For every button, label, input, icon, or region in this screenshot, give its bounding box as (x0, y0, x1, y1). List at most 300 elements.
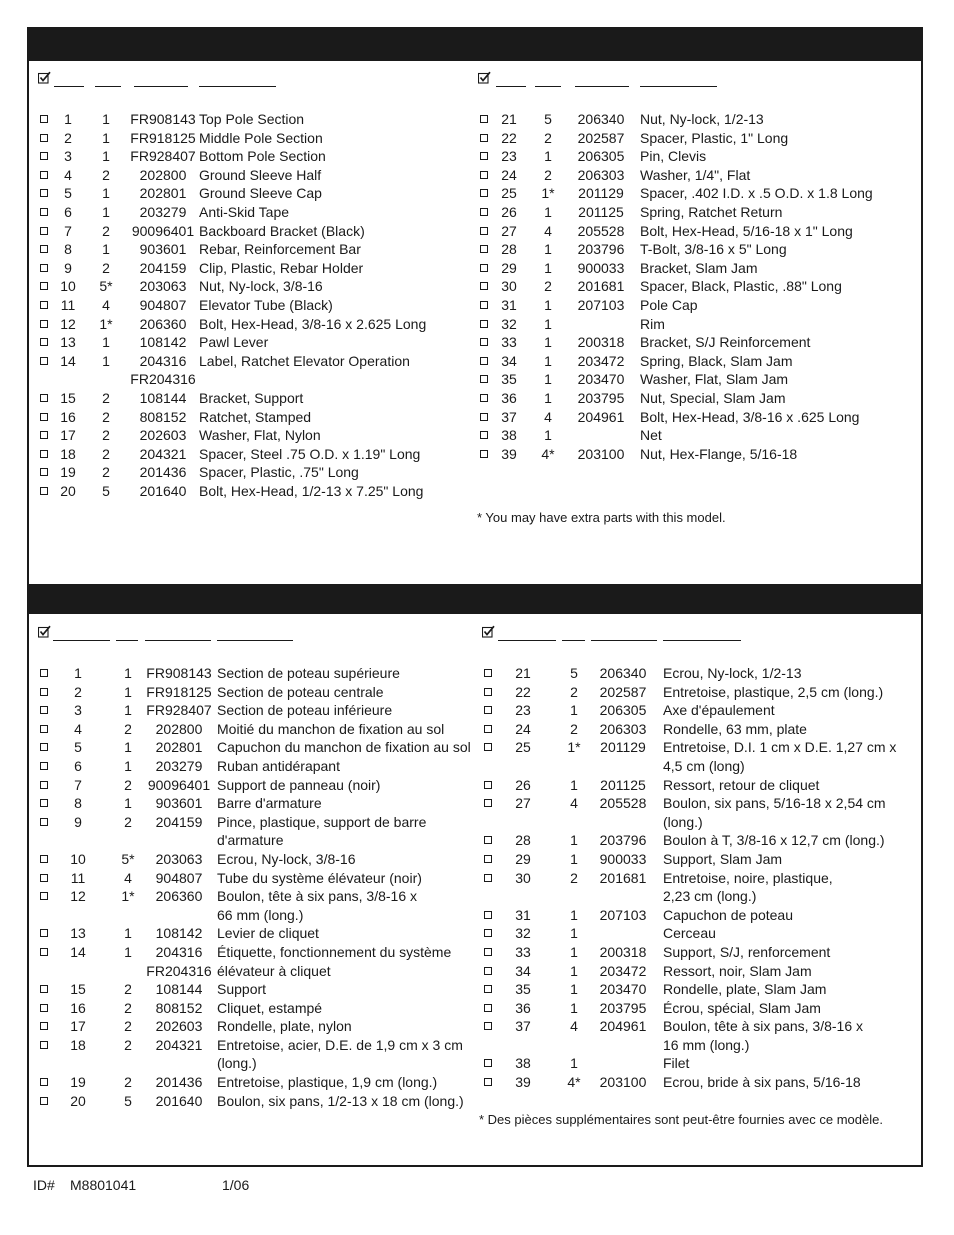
part-checkbox[interactable] (40, 282, 48, 290)
part-number: 28 (515, 832, 531, 849)
part-code: 202800 (139, 166, 187, 183)
part-description: Bolt, Hex-Head, 1/2-13 x 7.25" Long (199, 482, 424, 499)
part-code: 202603 (139, 427, 187, 444)
part-description: d'armature (217, 832, 284, 849)
part-row (482, 850, 918, 869)
part-checkbox[interactable] (40, 799, 48, 807)
part-description: Washer, Flat, Slam Jam (640, 371, 789, 388)
part-checkbox[interactable] (480, 320, 488, 328)
part-checkbox[interactable] (40, 762, 48, 770)
part-checkbox[interactable] (484, 874, 492, 882)
part-checkbox[interactable] (40, 115, 48, 123)
part-code: 201681 (577, 278, 625, 295)
part-quantity: 1 (124, 757, 132, 774)
part-quantity: 1 (124, 665, 132, 681)
part-code: 108144 (155, 981, 203, 998)
header-blank-line (640, 86, 717, 87)
part-quantity: 2 (124, 1018, 132, 1035)
part-quantity: 4 (544, 222, 552, 239)
part-checkbox[interactable] (480, 338, 488, 346)
part-row (38, 277, 468, 296)
part-number: 26 (515, 776, 531, 793)
part-code: 203063 (155, 850, 203, 867)
part-description: Nut, Ny-lock, 1/2-13 (640, 111, 764, 127)
part-code: 903601 (139, 241, 187, 258)
part-checkbox[interactable] (480, 152, 488, 160)
part-quantity: 1 (544, 296, 552, 313)
part-description: Spacer, Plastic, .75" Long (199, 464, 359, 481)
part-row (38, 701, 478, 720)
part-row (482, 831, 918, 850)
part-number: 21 (515, 665, 531, 681)
part-code: 206303 (577, 166, 625, 183)
part-checkbox[interactable] (484, 706, 492, 714)
part-number: 38 (501, 427, 517, 444)
part-checkbox[interactable] (40, 450, 48, 458)
part-checkbox[interactable] (480, 171, 488, 179)
part-description: Bolt, Hex-Head, 5/16-18 x 1" Long (640, 222, 853, 239)
part-description: Nut, Special, Slam Jam (640, 389, 786, 406)
part-code: 202587 (599, 683, 647, 700)
part-code: 201436 (155, 1074, 203, 1091)
part-checkbox[interactable] (40, 264, 48, 272)
part-checkbox[interactable] (40, 468, 48, 476)
part-number: 13 (60, 334, 76, 351)
english-parts-column-right (478, 74, 918, 463)
part-description: Boulon, tête à six pans, 3/8-16 x (663, 1018, 864, 1035)
part-quantity: 1 (124, 795, 132, 812)
part-description: Bolt, Hex-Head, 3/8-16 x 2.625 Long (199, 315, 427, 332)
part-checkbox[interactable] (40, 357, 48, 365)
part-checkbox[interactable] (480, 413, 488, 421)
part-checkbox[interactable] (480, 431, 488, 439)
part-number: 1 (74, 665, 82, 681)
part-row-continuation (482, 757, 918, 776)
part-row-continuation (482, 813, 918, 832)
part-row (478, 110, 918, 129)
part-description: Cliquet, estampé (217, 999, 323, 1016)
part-row (482, 701, 918, 720)
part-checkbox[interactable] (484, 1004, 492, 1012)
part-checkbox[interactable] (484, 911, 492, 919)
part-number: 14 (60, 352, 76, 369)
part-number: 24 (515, 720, 531, 737)
part-code: 206305 (577, 148, 625, 165)
part-number: 19 (60, 464, 76, 481)
part-checkbox[interactable] (484, 948, 492, 956)
part-checkbox[interactable] (484, 688, 492, 696)
part-description: Support (217, 981, 267, 998)
part-code: 201436 (139, 464, 187, 481)
part-quantity: 1 (102, 111, 110, 127)
part-description: (long.) (663, 813, 703, 830)
part-code: 200318 (599, 943, 647, 960)
header-blank-line (116, 640, 138, 641)
part-row (482, 962, 918, 981)
part-row (38, 850, 478, 869)
header-blank-line (199, 86, 276, 87)
part-checkbox[interactable] (484, 743, 492, 751)
checkmark-icon (482, 625, 495, 638)
part-code: FR918125 (130, 129, 196, 146)
part-number: 25 (501, 185, 517, 202)
part-number: 32 (515, 925, 531, 942)
part-checkbox[interactable] (40, 227, 48, 235)
part-row (38, 999, 478, 1018)
part-checkbox[interactable] (484, 967, 492, 975)
part-checkbox[interactable] (480, 134, 488, 142)
column-header (482, 628, 918, 642)
part-row (38, 445, 468, 464)
part-checkbox[interactable] (480, 264, 488, 272)
part-row (478, 203, 918, 222)
part-checkbox[interactable] (484, 1059, 492, 1067)
part-checkbox[interactable] (40, 1004, 48, 1012)
part-quantity: 5 (544, 111, 552, 127)
part-checkbox[interactable] (40, 781, 48, 789)
part-row (38, 408, 468, 427)
part-code: 204961 (577, 408, 625, 425)
part-checkbox[interactable] (40, 208, 48, 216)
part-checkbox[interactable] (40, 338, 48, 346)
part-row (38, 924, 478, 943)
part-description: Pince, plastique, support de barre (217, 813, 427, 830)
part-row (482, 776, 918, 795)
part-number: 2 (64, 129, 72, 146)
part-checkbox[interactable] (40, 320, 48, 328)
part-description: Support de panneau (noir) (217, 776, 381, 793)
part-quantity: 2 (124, 981, 132, 998)
column-header (478, 74, 918, 88)
part-checkbox[interactable] (40, 189, 48, 197)
part-checkbox[interactable] (40, 929, 48, 937)
part-quantity: 5 (102, 482, 110, 499)
checkmark-icon (38, 71, 51, 84)
part-checkbox[interactable] (40, 301, 48, 309)
part-row-continuation (482, 1036, 918, 1055)
part-row (478, 222, 918, 241)
part-description: Anti-Skid Tape (199, 203, 290, 220)
part-number: 30 (515, 869, 531, 886)
part-row-continuation (38, 831, 478, 850)
part-description: 16 mm (long.) (663, 1036, 750, 1053)
part-code: 203470 (599, 981, 647, 998)
header-blank-line (54, 86, 84, 87)
part-code: 203100 (577, 445, 625, 462)
column-header (38, 628, 478, 642)
part-checkbox[interactable] (40, 134, 48, 142)
part-description: Pawl Lever (199, 334, 269, 351)
part-checkbox[interactable] (480, 189, 488, 197)
part-code: FR908143 (130, 111, 196, 127)
part-checkbox[interactable] (40, 706, 48, 714)
part-row (38, 776, 478, 795)
part-checkbox[interactable] (40, 948, 48, 956)
part-code: 203795 (599, 999, 647, 1016)
part-checkbox[interactable] (40, 669, 48, 677)
part-quantity: 1 (102, 241, 110, 258)
part-description: Pole Cap (640, 296, 698, 313)
part-row (482, 1073, 918, 1092)
part-description: Net (640, 427, 662, 444)
part-row (38, 482, 468, 501)
part-number: 9 (74, 813, 82, 830)
part-code: 207103 (599, 906, 647, 923)
part-description: Axe d'épaulement (663, 702, 775, 719)
part-description: Rebar, Reinforcement Bar (199, 241, 361, 258)
part-description: 4,5 cm (long) (663, 757, 745, 774)
part-checkbox[interactable] (484, 836, 492, 844)
part-quantity: 5* (121, 850, 135, 867)
part-checkbox[interactable] (40, 171, 48, 179)
part-code: 904807 (139, 296, 187, 313)
part-code: 203795 (577, 389, 625, 406)
part-quantity: 2 (102, 222, 110, 239)
part-quantity: 2 (544, 278, 552, 295)
part-checkbox[interactable] (40, 892, 48, 900)
part-description: Étiquette, fonctionnement du système (217, 943, 452, 960)
part-checkbox[interactable] (484, 985, 492, 993)
part-row (482, 738, 918, 757)
part-checkbox[interactable] (484, 669, 492, 677)
part-code: 201125 (578, 203, 624, 220)
part-code: 201129 (578, 185, 624, 202)
part-quantity: 1 (570, 850, 578, 867)
part-row (38, 1036, 478, 1055)
part-row (478, 408, 918, 427)
part-checkbox[interactable] (40, 1041, 48, 1049)
part-row (478, 389, 918, 408)
part-description: Elevator Tube (Black) (199, 296, 333, 313)
part-row (478, 129, 918, 148)
part-row (482, 1017, 918, 1036)
part-description: Spacer, Steel .75 O.D. x 1.19" Long (199, 445, 421, 462)
part-quantity: 2 (124, 776, 132, 793)
part-code: 201640 (139, 482, 187, 499)
part-checkbox[interactable] (40, 855, 48, 863)
part-row (38, 203, 468, 222)
part-description: Section de poteau centrale (217, 683, 384, 700)
part-checkbox[interactable] (40, 818, 48, 826)
part-checkbox[interactable] (40, 152, 48, 160)
part-checkbox[interactable] (484, 1078, 492, 1086)
part-number: 3 (74, 702, 82, 719)
part-quantity: 1 (124, 925, 132, 942)
part-row (482, 999, 918, 1018)
part-checkbox[interactable] (480, 115, 488, 123)
part-quantity: 1* (541, 185, 555, 202)
part-quantity: 1* (99, 315, 113, 332)
part-checkbox[interactable] (40, 394, 48, 402)
part-row (38, 147, 468, 166)
part-number: 37 (501, 408, 517, 425)
part-number: 29 (515, 850, 531, 867)
part-quantity: 2 (102, 166, 110, 183)
part-code: 204961 (599, 1018, 647, 1035)
part-number: 8 (74, 795, 82, 812)
part-checkbox[interactable] (480, 394, 488, 402)
part-row (38, 869, 478, 888)
part-code: 903601 (155, 795, 203, 812)
part-checkbox[interactable] (480, 375, 488, 383)
part-quantity: 4 (570, 1018, 578, 1035)
header-blank-line (53, 640, 110, 641)
part-code: 203279 (155, 757, 203, 774)
part-description: Entretoise, D.I. 1 cm x D.E. 1,27 cm x (663, 739, 897, 756)
part-description: Support, S/J, renforcement (663, 943, 831, 960)
part-code: 203279 (139, 203, 187, 220)
part-code: FR928407 (130, 148, 196, 165)
part-code: 202587 (577, 129, 625, 146)
part-checkbox[interactable] (480, 208, 488, 216)
part-quantity: 5* (99, 278, 113, 295)
part-checkbox[interactable] (40, 413, 48, 421)
part-code: 206340 (599, 665, 647, 681)
part-checkbox[interactable] (40, 1097, 48, 1105)
part-checkbox[interactable] (484, 1022, 492, 1030)
part-description: Écrou, spécial, Slam Jam (663, 999, 821, 1016)
part-description: Ressort, noir, Slam Jam (663, 962, 812, 979)
part-code: 203063 (139, 278, 187, 295)
part-description: Entretoise, plastique, 2,5 cm (long.) (663, 683, 884, 700)
part-description: Capuchon du manchon de fixation au sol (217, 739, 471, 756)
part-code: 205528 (599, 795, 647, 812)
part-quantity: 4 (124, 869, 132, 886)
part-quantity: 2 (102, 445, 110, 462)
part-row (482, 720, 918, 739)
header-blank-line (498, 640, 556, 641)
part-description: Moitié du manchon de fixation au sol (217, 720, 445, 737)
part-checkbox[interactable] (484, 929, 492, 937)
part-description: Support, Slam Jam (663, 850, 783, 867)
part-checkbox[interactable] (480, 450, 488, 458)
part-row (38, 813, 478, 832)
part-number: 12 (70, 888, 86, 905)
part-code: 203472 (577, 352, 625, 369)
header-blank-line (95, 86, 121, 87)
part-description: Filet (663, 1055, 690, 1072)
part-description: Rondelle, 63 mm, plate (663, 720, 807, 737)
part-row-continuation (38, 370, 468, 389)
part-quantity: 5 (124, 1092, 132, 1109)
part-quantity: 1 (570, 962, 578, 979)
part-row (38, 389, 468, 408)
part-quantity: 1 (124, 943, 132, 960)
part-description: 66 mm (long.) (217, 906, 304, 923)
part-code: 200318 (577, 334, 625, 351)
part-checkbox[interactable] (480, 301, 488, 309)
part-checkbox[interactable] (40, 1078, 48, 1086)
part-description: Ruban antidérapant (217, 757, 340, 774)
part-code: 203100 (599, 1074, 647, 1091)
part-row (38, 259, 468, 278)
part-number: 33 (515, 943, 531, 960)
part-number: 32 (501, 315, 517, 332)
part-code: 204159 (139, 259, 187, 276)
part-checkbox[interactable] (480, 227, 488, 235)
part-checkbox[interactable] (480, 357, 488, 365)
part-quantity: 4* (567, 1074, 581, 1091)
part-number: 23 (515, 702, 531, 719)
part-description: Spacer, Plastic, 1" Long (640, 129, 789, 146)
part-checkbox[interactable] (40, 1022, 48, 1030)
part-checkbox[interactable] (40, 874, 48, 882)
part-checkbox[interactable] (484, 799, 492, 807)
part-row (38, 110, 468, 129)
part-row (38, 315, 468, 334)
part-description: Ecrou, Ny-lock, 3/8-16 (217, 850, 356, 867)
part-quantity: 4* (541, 445, 555, 462)
header-blank-line (496, 86, 526, 87)
part-number: 29 (501, 259, 517, 276)
part-row (478, 296, 918, 315)
part-quantity: 1 (570, 906, 578, 923)
part-code: 203796 (599, 832, 647, 849)
part-number: 8 (64, 241, 72, 258)
part-row (38, 980, 478, 999)
part-description: Middle Pole Section (199, 129, 323, 146)
part-number: 9 (64, 259, 72, 276)
part-quantity: 2 (102, 259, 110, 276)
part-quantity: 1 (570, 999, 578, 1016)
part-quantity: 2 (544, 129, 552, 146)
part-row (482, 980, 918, 999)
part-code: FR908143 (146, 665, 212, 681)
id-label: ID# (33, 1177, 55, 1193)
part-description: Entretoise, acier, D.E. de 1,9 cm x 3 cm (217, 1036, 463, 1053)
part-checkbox[interactable] (40, 985, 48, 993)
part-description: Spring, Ratchet Return (640, 203, 783, 220)
part-row (38, 222, 468, 241)
part-number: 22 (501, 129, 517, 146)
part-row (38, 664, 478, 683)
part-code: FR928407 (146, 702, 212, 719)
part-checkbox[interactable] (40, 245, 48, 253)
part-description: Pin, Clevis (640, 148, 707, 165)
part-checkbox[interactable] (40, 743, 48, 751)
part-row (482, 664, 918, 683)
part-quantity: 1 (544, 148, 552, 165)
part-number: 17 (60, 427, 76, 444)
part-code: FR204316 (146, 962, 212, 979)
part-number: 35 (515, 981, 531, 998)
part-code: 203796 (577, 241, 625, 258)
part-number: 34 (515, 962, 531, 979)
part-description: (long.) (217, 1055, 257, 1072)
part-description: Spring, Black, Slam Jam (640, 352, 793, 369)
part-checkbox[interactable] (40, 431, 48, 439)
part-code: 900033 (577, 259, 625, 276)
part-number: 16 (60, 408, 76, 425)
id-value: M8801041 (70, 1177, 137, 1193)
part-checkbox[interactable] (484, 725, 492, 733)
part-checkbox[interactable] (484, 855, 492, 863)
checkmark-icon (478, 71, 491, 84)
part-quantity: 2 (124, 999, 132, 1016)
header-blank-line (217, 640, 293, 641)
part-code: 202603 (155, 1018, 203, 1035)
part-checkbox[interactable] (480, 282, 488, 290)
part-checkbox[interactable] (40, 725, 48, 733)
part-description: Label, Ratchet Elevator Operation (199, 352, 410, 369)
part-checkbox[interactable] (40, 688, 48, 696)
part-code: 201125 (600, 776, 646, 793)
part-description: Bracket, S/J Reinforcement (640, 334, 811, 351)
part-checkbox[interactable] (40, 487, 48, 495)
part-quantity: 1 (544, 371, 552, 388)
part-checkbox[interactable] (484, 781, 492, 789)
part-checkbox[interactable] (480, 245, 488, 253)
